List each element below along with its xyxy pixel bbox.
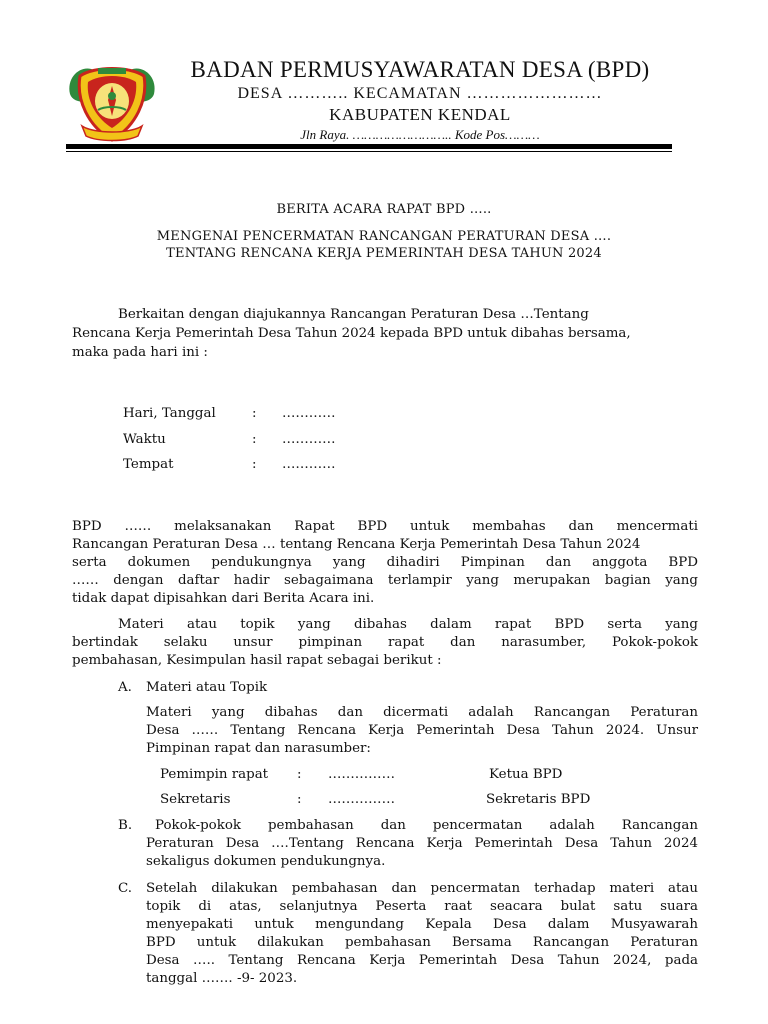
- section-c-line-4: BPD untuk dilakukan pembahasan Bersama Rancangan Peraturan: [146, 935, 698, 950]
- detail-sep-place: :: [252, 457, 257, 472]
- intro-line-1: Berkaitan dengan diajukannya Rancangan Peraturan Desa …Tentang: [118, 307, 589, 322]
- leader-role: Ketua BPD: [489, 767, 563, 782]
- village-district-line: DESA ……….. KECAMATAN ……………………: [237, 85, 603, 102]
- section-c-line-5: Desa ….. Tentang Rencana Kerja Pemerintah Desa Tahun 2024, pada: [146, 953, 698, 968]
- leader-sep: :: [297, 767, 302, 782]
- kendal-logo: [64, 56, 160, 148]
- doc-heading-1: BERITA ACARA RAPAT BPD …..: [276, 202, 492, 217]
- secretary-sep: :: [297, 792, 302, 807]
- section-b-letter: B.: [118, 818, 133, 833]
- detail-label-place: Tempat: [123, 457, 174, 472]
- para2-line-3: serta dokumen pendukungnya yang dihadiri Pimpinan dan anggota BPD: [72, 555, 698, 570]
- address-line: Jln Raya. …………………….. Kode Pos………: [300, 127, 540, 142]
- detail-label-date: Hari, Tanggal: [123, 406, 216, 421]
- section-a-title: Materi atau Topik: [146, 680, 268, 695]
- section-c-line-1: Setelah dilakukan pembahasan dan pencermatan terhadap materi atau: [146, 881, 698, 896]
- intro-line-2: Rencana Kerja Pemerintah Desa Tahun 2024 kepada BPD untuk dibahas bersama,: [72, 326, 631, 341]
- section-c-line-2: topik di atas, selanjutnya Peserta raat seacara bulat satu suara: [146, 899, 698, 914]
- detail-label-time: Waktu: [123, 432, 166, 447]
- para3-line-1: Materi atau topik yang dibahas dalam rapat BPD serta yang: [118, 617, 698, 632]
- regency-line: KABUPATEN KENDAL: [329, 105, 511, 124]
- section-c-line-6: tanggal ……. -9- 2023.: [146, 971, 298, 986]
- secretary-label: Sekretaris: [160, 792, 231, 807]
- section-b-line-3: sekaligus dokumen pendukungnya.: [146, 854, 386, 869]
- para2-line-2: Rancangan Peraturan Desa … tentang Rencana Kerja Pemerintah Desa Tahun 2024: [72, 537, 641, 552]
- institution-title: BADAN PERMUSYAWARATAN DESA (BPD): [190, 57, 650, 82]
- para2-line-4: …… dengan daftar hadir sebagaimana terlampir yang merupakan bagian yang: [72, 573, 698, 588]
- para2-line-1: BPD …… melaksanakan Rapat BPD untuk membahas dan mencermati: [72, 519, 698, 534]
- detail-sep-date: :: [252, 406, 257, 421]
- section-a-line-3: Pimpinan rapat dan narasumber:: [146, 741, 371, 756]
- section-a-line-2: Desa …… Tentang Rencana Kerja Pemerintah Desa Tahun 2024. Unsur: [146, 723, 698, 738]
- para3-line-2: bertindak selaku unsur pimpinan rapat dan narasumber, Pokok-pokok: [72, 635, 698, 650]
- letterhead-rule-thick: [66, 144, 672, 149]
- detail-value-place: …………: [282, 457, 336, 472]
- section-c-line-3: menyepakati untuk mengundang Kepala Desa dalam Musyawarah: [146, 917, 698, 932]
- leader-value: ……………: [328, 767, 395, 782]
- detail-value-date: …………: [282, 406, 336, 421]
- section-b-line-2: Peraturan Desa ….Tentang Rencana Kerja Pemerintah Desa Tahun 2024: [146, 836, 698, 851]
- section-b-line-1: Pokok-pokok pembahasan dan pencermatan adalah Rancangan: [155, 818, 698, 833]
- letterhead: [160, 56, 680, 144]
- secretary-role: Sekretaris BPD: [486, 792, 591, 807]
- intro-line-3: maka pada hari ini :: [72, 345, 208, 360]
- para3-line-3: pembahasan, Kesimpulan hasil rapat sebagai berikut :: [72, 653, 442, 668]
- para2-line-5: tidak dapat dipisahkan dari Berita Acara ini.: [72, 591, 375, 606]
- secretary-value: ……………: [328, 792, 395, 807]
- section-a-letter: A.: [118, 680, 132, 695]
- doc-heading-2: MENGENAI PENCERMATAN RANCANGAN PERATURAN DESA ….: [156, 229, 612, 244]
- leader-label: Pemimpin rapat: [160, 767, 269, 782]
- detail-sep-time: :: [252, 432, 257, 447]
- doc-heading-3: TENTANG RENCANA KERJA PEMERINTAH DESA TAHUN 2024: [166, 246, 602, 261]
- detail-value-time: …………: [282, 432, 336, 447]
- section-a-line-1: Materi yang dibahas dan dicermati adalah Rancangan Peraturan: [146, 705, 698, 720]
- letterhead-rule-thin: [66, 151, 672, 152]
- section-c-letter: C.: [118, 881, 133, 896]
